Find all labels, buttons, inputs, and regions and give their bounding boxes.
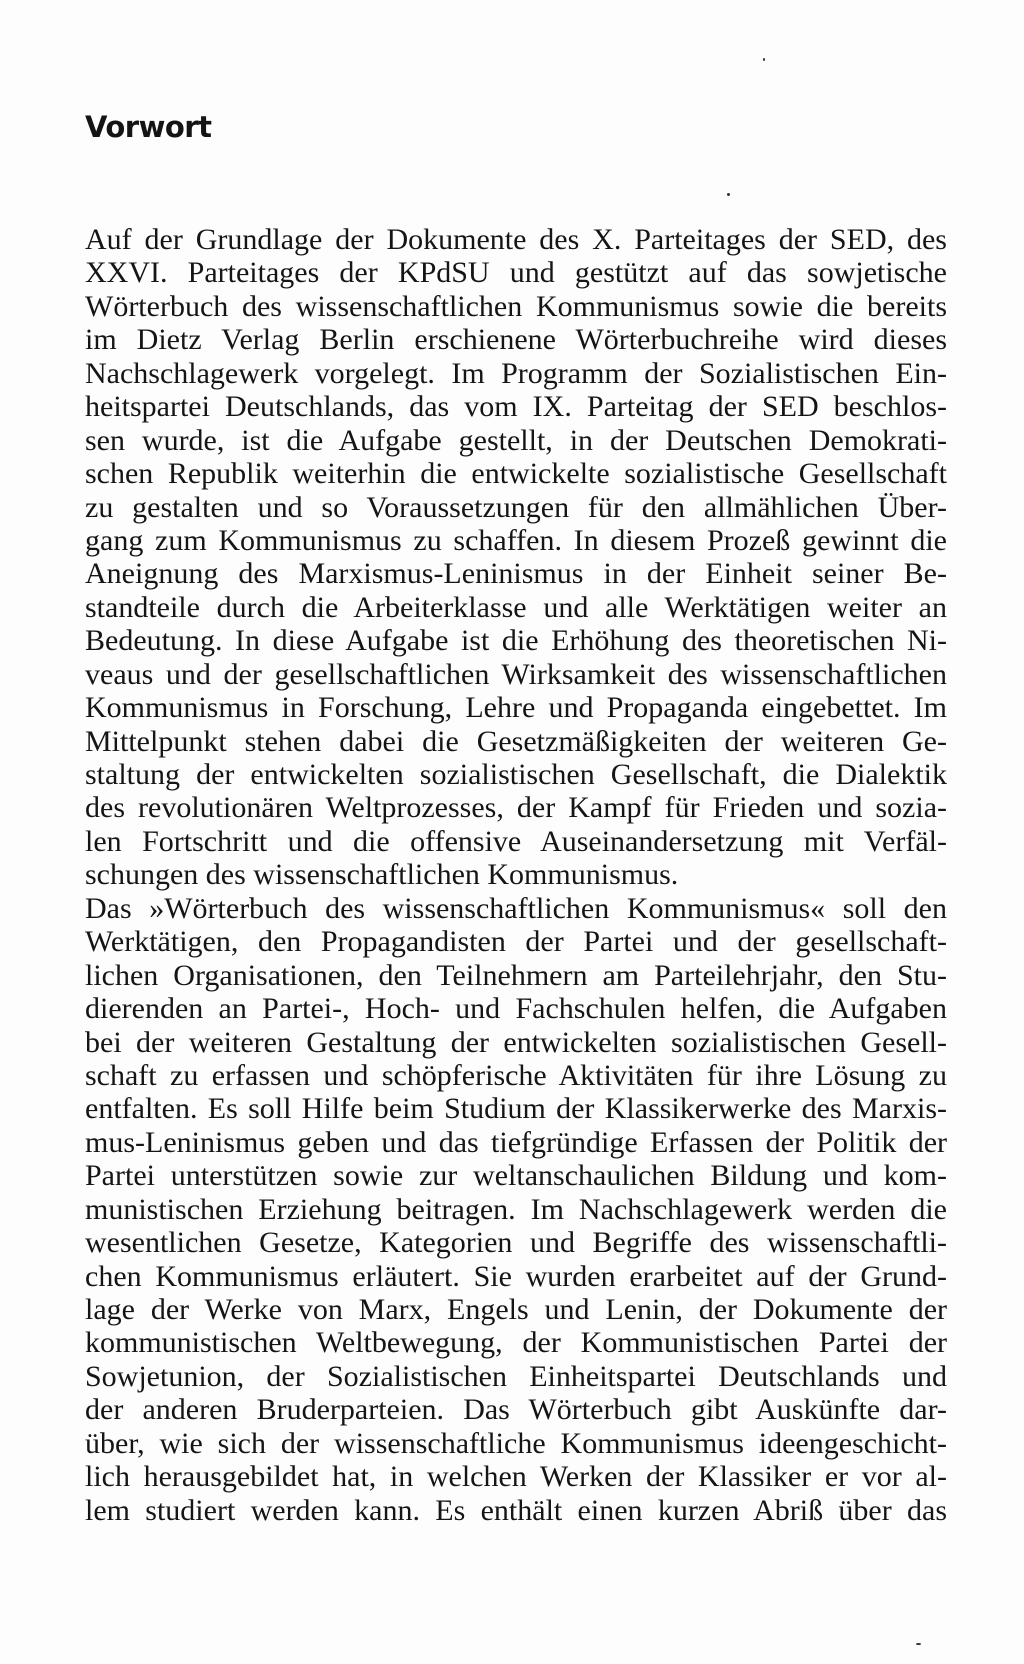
text-line: lage der Werke von Marx, Engels und Lenin, der Dokumente der	[85, 1293, 947, 1326]
text-line: Partei unterstützen sowie zur weltanschaulichen Bildung und kom-	[85, 1159, 947, 1193]
text-line: veaus und der gesellschaftlichen Wirksamkeit des wissenschaftlichen	[85, 657, 947, 691]
text-line: der anderen Bruderparteien. Das Wörterbuch gibt Auskünfte dar-	[85, 1393, 947, 1427]
text-line: kommunistischen Weltbewegung, der Kommunistischen Partei der	[85, 1326, 947, 1360]
scan-speck	[916, 1643, 921, 1645]
text-line: Nachschlagewerk vorgelegt. Im Programm der Sozialistischen Ein-	[85, 356, 947, 390]
text-line: zu gestalten und so Voraussetzungen für den allmählichen Über-	[85, 490, 947, 524]
text-line: gang zum Kommunismus zu schaffen. In diesem Prozeß gewinnt die	[85, 523, 947, 557]
text-line: Sowjetunion, der Sozialistischen Einheitspartei Deutschlands und	[85, 1359, 947, 1393]
text-line: sen wurde, ist die Aufgabe gestellt, in der Deutschen Demokrati-	[85, 423, 947, 457]
text-line: Bedeutung. In diese Aufgabe ist die Erhöhung des theoretischen Ni-	[85, 624, 947, 658]
text-line: Aneignung des Marxismus-Leninismus in der Einheit seiner Be-	[85, 557, 947, 591]
text-line: über, wie sich der wissenschaftliche Kommunismus ideengeschicht-	[85, 1426, 947, 1460]
text-line: heitspartei Deutschlands, das vom IX. Parteitag der SED beschlos-	[85, 390, 947, 424]
text-line: mus-Leninismus geben und das tiefgründige Erfassen der Politik der	[85, 1125, 947, 1159]
text-line: des revolutionären Weltprozesses, der Kampf für Frieden und sozia-	[85, 791, 947, 825]
text-line: XXVI. Parteitages der KPdSU und gestützt auf das sowjetische	[85, 256, 947, 290]
text-line: Das »Wörterbuch des wissenschaftlichen Kommunismus« soll den	[85, 891, 947, 925]
page-title: Vorwort	[85, 110, 212, 144]
text-line: standteile durch die Arbeiterklasse und alle Werktätigen weiter an	[85, 590, 947, 624]
text-line: Werktätigen, den Propagandisten der Partei und der gesellschaft-	[85, 925, 947, 959]
text-line: munistischen Erziehung beitragen. Im Nachschlagewerk werden die	[85, 1192, 947, 1226]
text-line: Auf der Grundlage der Dokumente des X. Parteitages der SED, des	[85, 223, 947, 256]
scan-speck	[763, 58, 765, 61]
text-line: dierenden an Partei-, Hoch- und Fachschulen helfen, die Aufgaben	[85, 992, 947, 1026]
body-text	[85, 223, 947, 1527]
text-line: schaft zu erfassen und schöpferische Aktivitäten für ihre Lösung zu	[85, 1058, 947, 1092]
text-line: schen Republik weiterhin die entwickelte sozialistische Gesellschaft	[85, 457, 947, 491]
text-line: Wörterbuch des wissenschaftlichen Kommunismus sowie die bereits	[85, 289, 947, 323]
scan-speck	[727, 193, 730, 196]
text-line: lich herausgebildet hat, in welchen Werken der Klassiker er vor al-	[85, 1460, 947, 1494]
text-line: im Dietz Verlag Berlin erschienene Wörterbuchreihe wird dieses	[85, 323, 947, 357]
text-line: chen Kommunismus erläutert. Sie wurden erarbeitet auf der Grund-	[85, 1259, 947, 1293]
text-line: bei der weiteren Gestaltung der entwickelten sozialistischen Gesell-	[85, 1025, 947, 1059]
text-line: len Fortschritt und die offensive Auseinandersetzung mit Verfäl-	[85, 824, 947, 858]
text-line: Mittelpunkt stehen dabei die Gesetzmäßigkeiten der weiteren Ge-	[85, 724, 947, 758]
text-line: entfalten. Es soll Hilfe beim Studium der Klassikerwerke des Marxis-	[85, 1092, 947, 1126]
text-line: lichen Organisationen, den Teilnehmern am Parteilehrjahr, den Stu-	[85, 958, 947, 992]
text-line: schungen des wissenschaftlichen Kommunismus.	[85, 858, 679, 892]
text-line: Kommunismus in Forschung, Lehre und Propaganda eingebettet. Im	[85, 691, 947, 725]
text-line: lem studiert werden kann. Es enthält einen kurzen Abriß über das	[85, 1493, 947, 1527]
text-line: wesentlichen Gesetze, Kategorien und Begriffe des wissenschaftli-	[85, 1226, 947, 1260]
text-line: staltung der entwickelten sozialistischen Gesellschaft, die Dialektik	[85, 758, 947, 791]
